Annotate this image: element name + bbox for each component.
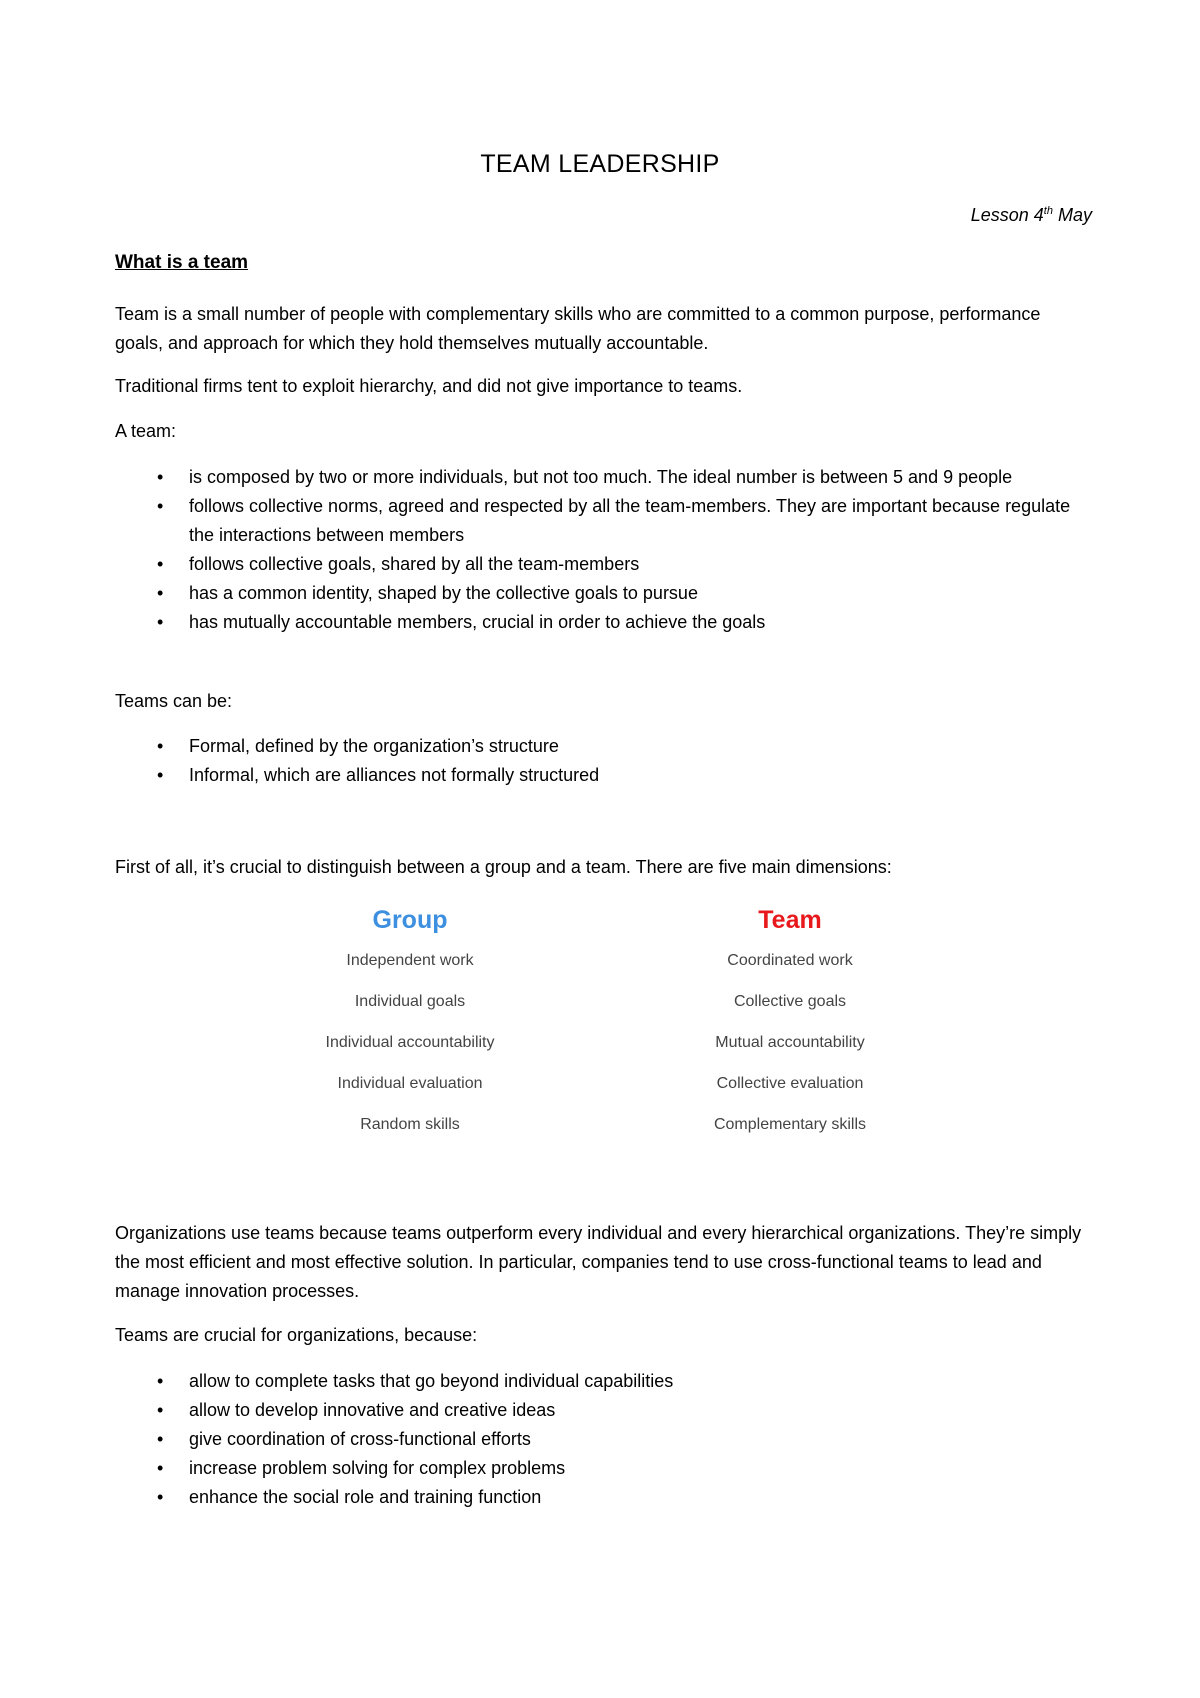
list-item: • allow to develop innovative and creative ideas — [115, 1396, 1092, 1425]
crucial-label: Teams are crucial for organizations, because: — [115, 1325, 478, 1345]
team-item: Collective evaluation — [716, 1075, 864, 1092]
list-item: • allow to complete tasks that go beyond individual capabilities — [115, 1367, 1092, 1396]
definition-paragraph — [115, 300, 1092, 358]
teams-can-be-label: Teams can be: — [115, 691, 233, 711]
a-team-paragraph — [115, 417, 1092, 446]
first-of-all-text: First of all, it’s crucial to distinguish between a group and a team. There are five main dimensions: — [115, 857, 892, 877]
list-item: • has a common identity, shaped by the collective goals to pursue — [115, 579, 1092, 608]
traditional-text: Traditional firms tent to exploit hierarchy, and did not give importance to teams. — [115, 376, 743, 396]
group-item: Independent work — [346, 952, 474, 969]
team-column — [660, 900, 920, 1145]
section-heading: What is a team — [115, 252, 249, 273]
teams-can-be-list — [115, 732, 1092, 790]
team-item: Collective goals — [733, 993, 847, 1010]
list-item: • Informal, which are alliances not formally structured — [115, 761, 1092, 790]
list-item: • increase problem solving for complex problems — [115, 1454, 1092, 1483]
group-item: Individual goals — [354, 993, 466, 1010]
list-item: • follows collective goals, shared by all the team-members — [115, 550, 1092, 579]
lesson-sup: th — [1043, 205, 1053, 217]
group-title: Group — [372, 906, 448, 934]
team-title: Team — [758, 906, 822, 934]
crucial-list — [115, 1367, 1092, 1512]
teams-can-be-paragraph — [115, 687, 1092, 716]
crucial-paragraph — [115, 1321, 1092, 1350]
group-item: Random skills — [360, 1116, 460, 1133]
definition-text: Team is a small number of people with complementary skills who are committed to a common purpose, performance goals, and approach for which they hold themselves mutually accountable. — [115, 304, 1041, 353]
organizations-text: Organizations use teams because teams outperform every individual and every hierarchical organizations. They’re simply the most efficient and most effective solution. In particular, companies tend to use cross-functional teams to lead and manage innovation processes. — [115, 1223, 1082, 1301]
traditional-paragraph — [115, 372, 1092, 401]
organizations-paragraph — [115, 1219, 1092, 1306]
list-item: • Formal, defined by the organization’s structure — [115, 732, 1092, 761]
list-item: • is composed by two or more individuals, but not too much. The ideal number is between 5 and 9 people — [115, 463, 1092, 492]
group-column — [280, 900, 540, 1145]
list-item: • follows collective norms, agreed and respected by all the team-members. They are important because regulate the interactions between members — [115, 492, 1092, 550]
group-item: Individual accountability — [325, 1034, 495, 1051]
team-item: Mutual accountability — [715, 1034, 865, 1051]
team-item: Complementary skills — [713, 1116, 867, 1133]
list-item: • give coordination of cross-functional efforts — [115, 1425, 1092, 1454]
page-title: TEAM LEADERSHIP — [480, 150, 720, 178]
first-of-all-paragraph — [115, 853, 1092, 882]
a-team-label: A team: — [115, 421, 177, 441]
group-item: Individual evaluation — [337, 1075, 483, 1092]
team-item: Coordinated work — [727, 952, 853, 969]
list-item: • enhance the social role and training function — [115, 1483, 1092, 1512]
group-vs-team-comparison — [280, 900, 980, 1140]
lesson-date — [971, 205, 1092, 226]
list-item: • has mutually accountable members, crucial in order to achieve the goals — [115, 608, 1092, 637]
lesson-prefix: Lesson 4 — [970, 205, 1044, 225]
lesson-suffix: May — [1052, 205, 1092, 225]
a-team-list — [115, 463, 1092, 637]
